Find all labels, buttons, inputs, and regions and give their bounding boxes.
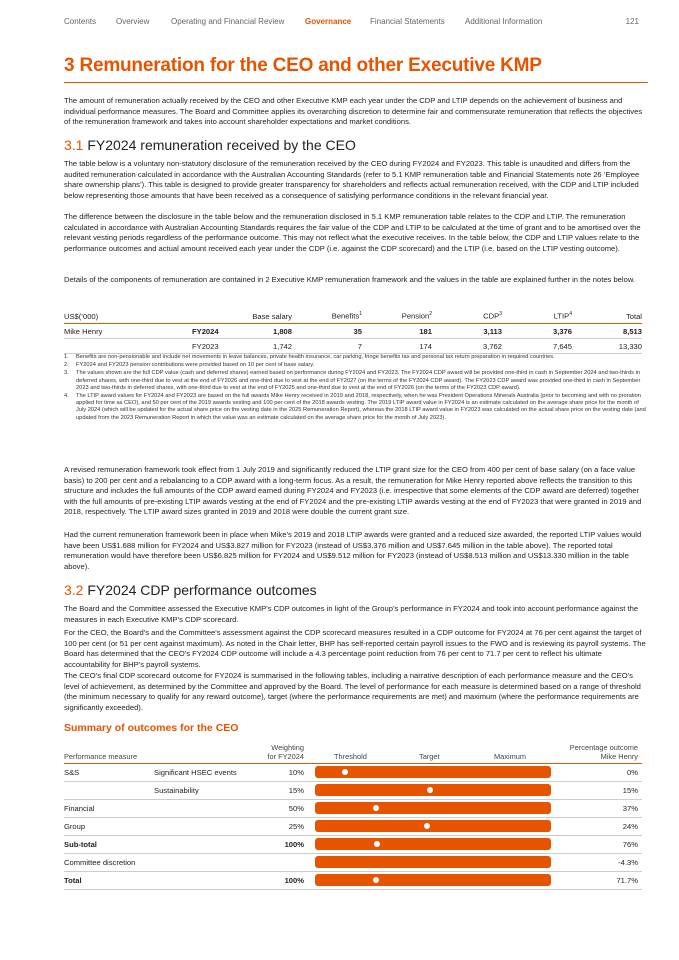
s31-paragraph-3: Details of the components of remuneration are contained in 2 Executive KMP remuneration framework and the values in the table are explained further in the notes below. <box>64 275 635 284</box>
col-pension: Pension$^2$ <box>362 309 432 324</box>
s32-paragraph-2: For the CEO, the Board's and the Committee's assessment against the CDP scorecard measures resulted in a CDP outcome for FY2024 at 76 per cent against the target of 100 per cent (or 51 per cent against maximum). As noted in the Chair letter, BHP has self-reported certain payroll issues to the FWO and is reviewing its payroll systems. The Board has determined that the CEO’s FY2024 CDP outcome will include a 4.3 percentage point reduction from 76 per cent to 71.7 per cent to reflect his ultimate accountability for BHP’s payroll systems. <box>64 628 646 669</box>
s31-paragraph-2: The difference between the disclosure in the table below and the remuneration disclosed in 5.1 KMP remuneration table relates to the CDP and LTIP. The remuneration calculated in accordance with Australian Accounting Standards requires the fair value of the CDP and LTIP to be calculated at the time of grant and to be amortised over the relevant vesting periods regardless of the performance outcome. This may not reflect what the executive receives. In the table below, the CDP and LTIP values relate to the performance outcomes and actual amount received each year under the CDP (i.e. against the CDP scorecard) and the LTIP (i.e. based on the LTIP vesting outcome). <box>64 212 641 253</box>
table-row: FY2023 1,742 7 174 3,762 7,645 13,330 <box>64 339 642 354</box>
weighting-value: 15% <box>288 786 304 795</box>
nav-contents[interactable]: Contents <box>64 17 97 26</box>
hdr-threshold: Threshold <box>334 752 367 761</box>
performance-marker <box>373 805 379 811</box>
s32-paragraph-1: The Board and the Committee assessed the Executive KMP’s CDP outcomes in light of the Group’s performance in FY2024 and took into account performance against the measures in each Executive KMP’s CDP scorecard. <box>64 604 639 624</box>
performance-marker <box>342 769 348 775</box>
sub-measure-label: Sustainability <box>154 786 199 795</box>
footnote: 3. The values shown are the full CDP value (cash and deferred shares) earned based on performance during FY2024 and FY2023. The FY2024 CDP award will be provided one-third in cash in September 2024 and two-thirds in deferred shares, with one-third due to vest at the end of FY2026 and one-third due to vest at the end of FY2027 (on the terms of the FY2024 CDP award). The FY2023 CDP award was provided one-third in cash in September 2023 and two-thirds in deferred shares, with one-third due to vest at the end of FY2025 and one-third due to vest at the end of FY2026 (on the terms of the FY2023 CDP award). <box>64 370 641 391</box>
outcome-value: 0% <box>627 768 638 777</box>
sub-measure-label: Significant HSEC events <box>154 768 237 777</box>
col-unit: US$(’000) <box>64 309 194 324</box>
col-benefits: Benefits$^1$ <box>292 309 362 324</box>
outcome-value: 15% <box>622 786 638 795</box>
nav-governance[interactable]: Governance <box>305 17 352 26</box>
summary-header <box>64 741 642 764</box>
col-cdp: CDP$^3$ <box>432 309 502 324</box>
weighting-value: 50% <box>288 804 304 813</box>
ceo-remuneration-table <box>64 309 642 354</box>
section-number: 3.1 <box>64 137 84 153</box>
nav-financial-statements[interactable]: Financial Statements <box>370 17 445 26</box>
performance-marker <box>374 841 380 847</box>
had-framework-paragraph: Had the current remuneration framework been in place when Mike’s 2019 and 2018 LTIP awards were granted and a reduced size awarded, the reported LTIP values would have been US$1.688 million for FY2024 and US$3.827 million for FY2023 (instead of US$3.376 million and US$7.645 million in the table above). The reported total remuneration would have therefore been US$6.825 million for FY2024 and US$9.512 million for FY2023 (instead of US$8.513 million and US$13.330 million in the table above). <box>64 530 642 571</box>
outcome-value: 76% <box>622 840 638 849</box>
col-total: Total <box>572 309 642 324</box>
measure-label: Sub-total <box>64 840 97 849</box>
weighting-value: 100% <box>284 840 304 849</box>
measure-label: Committee discretion <box>64 858 136 867</box>
section-3-1-heading <box>64 137 356 153</box>
hdr-target: Target <box>419 752 440 761</box>
performance-marker <box>427 787 433 793</box>
nav-overview[interactable]: Overview <box>116 17 150 26</box>
nav-ofr[interactable]: Operating and Financial Review <box>171 17 285 26</box>
table-footnotes <box>64 354 647 423</box>
summary-title: Summary of outcomes for the CEO <box>64 722 239 734</box>
weighting-value: 25% <box>288 822 304 831</box>
intro-paragraph: The amount of remuneration actually received by the CEO and other Executive KMP each year under the CDP and LTIP depends on the achievement of business and individual performance measures. The Board and Committee applies its overarching discretion to determine fair and commensurate remuneration that reflects the objectives of the remuneration framework and takes into account shareholder expectations and market conditions. <box>64 96 643 127</box>
hdr-weighting: Weighting for FY2024 <box>267 743 304 761</box>
table-row: Mike Henry FY2024 1,808 35 181 3,113 3,376 8,513 <box>64 324 642 339</box>
summary-row <box>64 781 642 800</box>
title-rule <box>64 82 648 83</box>
measure-label: Group <box>64 822 86 831</box>
performance-bar <box>315 784 551 796</box>
performance-marker <box>373 877 379 883</box>
performance-bar <box>315 874 551 886</box>
top-navigation <box>64 17 639 31</box>
performance-bar <box>315 802 551 814</box>
footnote: 2. FY2024 and FY2023 pension contributions were provided based on 10 per cent of base salary. <box>64 362 315 369</box>
revised-framework-paragraph: A revised remuneration framework took effect from 1 July 2019 and significantly reduced the LTIP grant size for the CEO from 400 per cent of base salary (on a face value basis) to 200 per cent and a rebalancing to a CDP award with a long-term focus. As a result, the remuneration for Mike Henry reported above reflects the transition to this structure and includes the full amounts of the CDP award earned during FY2024 and FY2023 (i.e. irrespective that some elements of the CDP award are deferred) together with the full amounts of pre-existing LTIP awards vesting at the end of FY2024 and the pre-existing LTIP awards vesting at the end of FY2023 that were granted in 2019 and 2018, respectively. The LTIP award sizes granted in 2019 and 2018 were double the current grant size. <box>64 465 642 517</box>
section-title: FY2024 remuneration received by the CEO <box>83 137 356 153</box>
outcome-value: 71.7% <box>616 876 638 885</box>
page-number: 121 <box>625 17 639 26</box>
summary-row <box>64 799 642 818</box>
outcome-value: 37% <box>622 804 638 813</box>
performance-bar <box>315 838 551 850</box>
measure-label: Total <box>64 876 82 885</box>
summary-row <box>64 763 642 782</box>
hdr-maximum: Maximum <box>494 752 527 761</box>
footnote: 4. The LTIP award values for FY2024 and FY2023 are based on the full awards Mike Henry received in 2019 and 2018, respectively, when he was President Operations Minerals Australia (prior to becoming and with no proration applied for time as CEO), and 50 per cent of the 2019 awards vesting and 100 per cent of the 2018 awards vesting. The 2019 LTIP award value in FY2024 is an estimate calculated on the average share price for the month of July 2024 (which will be updated for the actual share price on the vesting date in the 2025 Remuneration Report), whereas the 2018 LTIP award value in FY2023 was calculated on the actual share price on the vesting date (and updated from the 2023 Remuneration Report in which the value was an estimate calculated on the average share price for the month of July 2023). <box>64 393 646 421</box>
performance-bar <box>315 766 551 778</box>
s31-paragraph-1: The table below is a voluntary non-statutory disclosure of the remuneration received by the CEO during FY2024 and FY2023. This table is unaudited and differs from the audited remuneration calculated in accordance with the Australian Accounting Standards (refer to 5.1 KMP remuneration table and Financial Statements note 26 ‘Employee share ownership plans’). This table is designed to provide greater transparency for shareholders and reflects actual remuneration received, with the CDP and LTIP included below representing those amounts that have been received as a consequence of satisfying performance conditions in the relevant financial year. <box>64 159 640 200</box>
performance-marker <box>424 823 430 829</box>
page-title: 3 Remuneration for the CEO and other Executive KMP <box>64 55 542 76</box>
outcome-value: -4.3% <box>618 858 638 867</box>
summary-row <box>64 871 642 890</box>
performance-bar <box>315 820 551 832</box>
summary-row <box>64 817 642 836</box>
col-base-salary: Base salary <box>222 309 292 324</box>
measure-label: S&S <box>64 768 80 777</box>
col-ltip: LTIP$^4$ <box>502 309 572 324</box>
summary-row <box>64 853 642 872</box>
section-3-2-heading: 3.2 FY2024 CDP performance outcomes <box>64 582 317 598</box>
footnote: 1. Benefits are non-pensionable and include net movements in leave balances, private health insurance, car parking, fringe benefits tax and personal tax return preparation in required countries. <box>64 354 555 360</box>
nav-additional-information[interactable]: Additional Information <box>465 17 543 26</box>
weighting-value: 100% <box>284 876 304 885</box>
performance-bar <box>315 856 551 868</box>
s32-paragraph-3: The CEO’s final CDP scorecard outcome for FY2024 is summarised in the following tables, including a narrative description of each performance measure and the CEO’s level of achievement, as determined by the Committee and approved by the Board. The level of performance for each measure is determined based on a range of threshold (the minimum necessary to qualify for any reward outcome), target (where the performance requirements are met) and maximum (where the performance requirements are significantly exceeded). <box>64 671 641 712</box>
hdr-measure: Performance measure <box>64 752 138 761</box>
measure-label: Financial <box>64 804 95 813</box>
weighting-value: 10% <box>288 768 304 777</box>
outcome-value: 24% <box>622 822 638 831</box>
summary-row <box>64 835 642 854</box>
hdr-outcome: Percentage outcome Mike Henry <box>569 743 638 761</box>
